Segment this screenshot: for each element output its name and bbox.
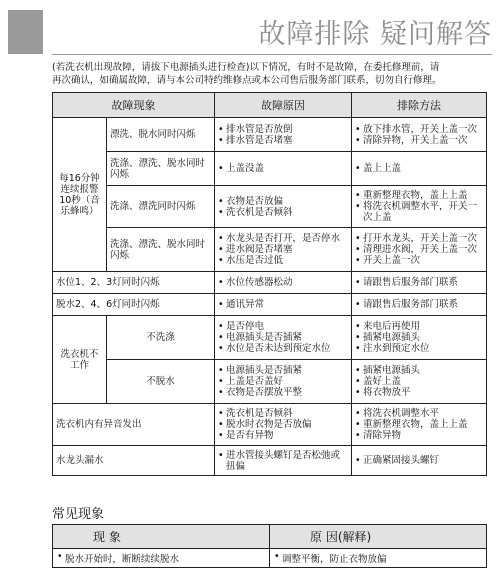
fix-item: • 将洗衣机调整水平，开关一次上盖 [355, 201, 483, 223]
sub-phenomenon: 洗涤、漂洗、脱水同时闪烁 [107, 152, 215, 186]
cause-cell [215, 186, 352, 228]
cause-item: • 上盖没盖 [218, 163, 348, 174]
table-row [53, 152, 487, 186]
fix-item: • 盖好上盖 [355, 376, 483, 387]
table-row [53, 316, 487, 360]
header-divider [52, 54, 492, 55]
intro-line: 再次确认，如确属故障，请与本公司特约维修点或本公司售后服务部门联系，切勿自行修理。 [52, 75, 442, 86]
fix-item: • 重新整理衣物，盖上上盖 [355, 419, 483, 430]
fix-item: • 插紧电源插头 [355, 365, 483, 376]
intro-line: (若洗衣机出现故障，请拔下电源插头进行检查)以下情况，有时不是故障，在委托修理前，请 [52, 62, 440, 73]
cause-item: • 水位传感器松动 [218, 277, 348, 288]
table-row [53, 549, 487, 568]
cause-item: • 调整平衡，防止衣物放偏 [274, 551, 482, 565]
cause-item: • 电源插头是否插紧 [218, 332, 348, 343]
fix-item: • 将洗衣机调整水平 [355, 408, 483, 419]
sub-phenomenon: 洗涤、漂洗同时闪烁 [107, 186, 215, 228]
table-header-row [53, 93, 487, 118]
phenomenon-leak: 水龙头漏水 [53, 446, 215, 476]
fix-cell [352, 360, 487, 404]
cause-item: • 脱水时衣物是否放偏 [218, 419, 348, 430]
common-phenomena-table [52, 524, 487, 568]
fix-item: • 清除异物 [355, 430, 483, 441]
sub-phenomenon: 漂洗、脱水同时闪烁 [107, 118, 215, 152]
cause-item: • 通讯异常 [218, 299, 348, 310]
cause-item: • 衣物是否放偏 [218, 196, 348, 207]
fix-cell [352, 228, 487, 272]
fix-item: • 来电后再使用 [355, 321, 483, 332]
phenomenon-item: • 脱水开始时，断断续续脱水 [57, 551, 265, 565]
phenomenon-noise: 洗衣机内有异音发出 [53, 404, 215, 446]
cause-cell [215, 294, 352, 316]
cause-item: • 排水管是否堵塞 [218, 135, 348, 146]
common-header-phenomenon: 现 象 [53, 525, 270, 549]
cause-item: • 上盖是否盖好 [218, 376, 348, 387]
fix-item: • 清理进水阀，开关上盖一次 [355, 244, 483, 255]
fix-item: • 放下排水管，开关上盖一次 [355, 124, 483, 135]
common-section-title: 常见现象 [52, 507, 105, 522]
cause-cell [215, 316, 352, 360]
table-row [53, 404, 487, 446]
cause-cell [215, 228, 352, 272]
header-fix: 排除方法 [352, 93, 487, 118]
cause-cell [215, 404, 352, 446]
logo-block [8, 10, 43, 54]
table-row [53, 294, 487, 316]
cause-item: • 水龙头是否打开，是否停水 [218, 233, 348, 244]
cause-cell [215, 446, 352, 476]
page-title: 故障排除 疑问解答 [258, 19, 492, 50]
cause-cell [215, 272, 352, 294]
group-label-alarm: 每16分钟连续报警10秒（音乐蜂鸣） [53, 118, 107, 272]
fix-item: • 请跟售后服务部门联系 [355, 277, 483, 288]
header-phenomenon: 故障现象 [53, 93, 215, 118]
cause-item: • 衣物是否摆放平整 [218, 387, 348, 398]
table-row [53, 186, 487, 228]
fix-cell [352, 186, 487, 228]
common-header-row [53, 525, 487, 549]
cause-cell [215, 360, 352, 404]
header-band [0, 0, 500, 58]
troubleshooting-table [52, 92, 487, 476]
table-row [53, 118, 487, 152]
fix-item: • 正确紧固接头螺钉 [355, 455, 483, 466]
fix-item: • 请跟售后服务部门联系 [355, 299, 483, 310]
common-cause-cell [270, 549, 487, 568]
cause-cell [215, 152, 352, 186]
fix-item: • 打开水龙头，开关上盖一次 [355, 233, 483, 244]
cause-item: • 电源插头是否插紧 [218, 365, 348, 376]
cause-item: • 洗衣机是否倾斜 [218, 207, 348, 218]
cause-item: • 进水管接头螺钉是否松弛或扭偏 [218, 450, 348, 472]
fix-cell [352, 404, 487, 446]
cause-item: • 进水阀是否堵塞 [218, 244, 348, 255]
cause-item: • 水位是否未达到预定水位 [218, 343, 348, 354]
cause-item: • 排水管是否放倒 [218, 124, 348, 135]
table-row [53, 446, 487, 476]
cause-item: • 是否有异物 [218, 430, 348, 441]
fix-cell [352, 118, 487, 152]
table-row [53, 360, 487, 404]
group-label-not-working: 洗衣机不工作 [53, 316, 107, 404]
intro-text [52, 61, 482, 87]
cause-cell [215, 118, 352, 152]
cause-item: • 水压是否过低 [218, 255, 348, 266]
fix-cell [352, 152, 487, 186]
common-phenomenon-cell [53, 549, 270, 568]
table-row [53, 228, 487, 272]
fix-item: • 盖上上盖 [355, 163, 483, 174]
fix-item: • 注水到预定水位 [355, 343, 483, 354]
sub-phenomenon: 不洗涤 [107, 316, 215, 360]
sub-phenomenon: 洗涤、漂洗、脱水同时闪烁 [107, 228, 215, 272]
header-cause: 故障原因 [215, 93, 352, 118]
fix-cell [352, 294, 487, 316]
fix-item: • 开关上盖一次 [355, 255, 483, 266]
phenomenon-spin-lights: 脱水2、4、6灯同时闪烁 [53, 294, 215, 316]
fix-item: • 插紧电源插头 [355, 332, 483, 343]
table-row [53, 272, 487, 294]
fix-item: • 重新整理衣物，盖上上盖 [355, 190, 483, 201]
cause-item: • 是否停电 [218, 321, 348, 332]
fix-cell [352, 316, 487, 360]
fix-item: • 将衣物放平 [355, 387, 483, 398]
common-header-cause: 原 因(解释) [270, 525, 487, 549]
cause-item: • 洗衣机是否倾斜 [218, 408, 348, 419]
fix-item: • 清除异物，开关上盖一次 [355, 135, 483, 146]
fix-cell [352, 446, 487, 476]
fix-cell [352, 272, 487, 294]
phenomenon-water-level: 水位1、2、3灯同时闪烁 [53, 272, 215, 294]
sub-phenomenon: 不脱水 [107, 360, 215, 404]
